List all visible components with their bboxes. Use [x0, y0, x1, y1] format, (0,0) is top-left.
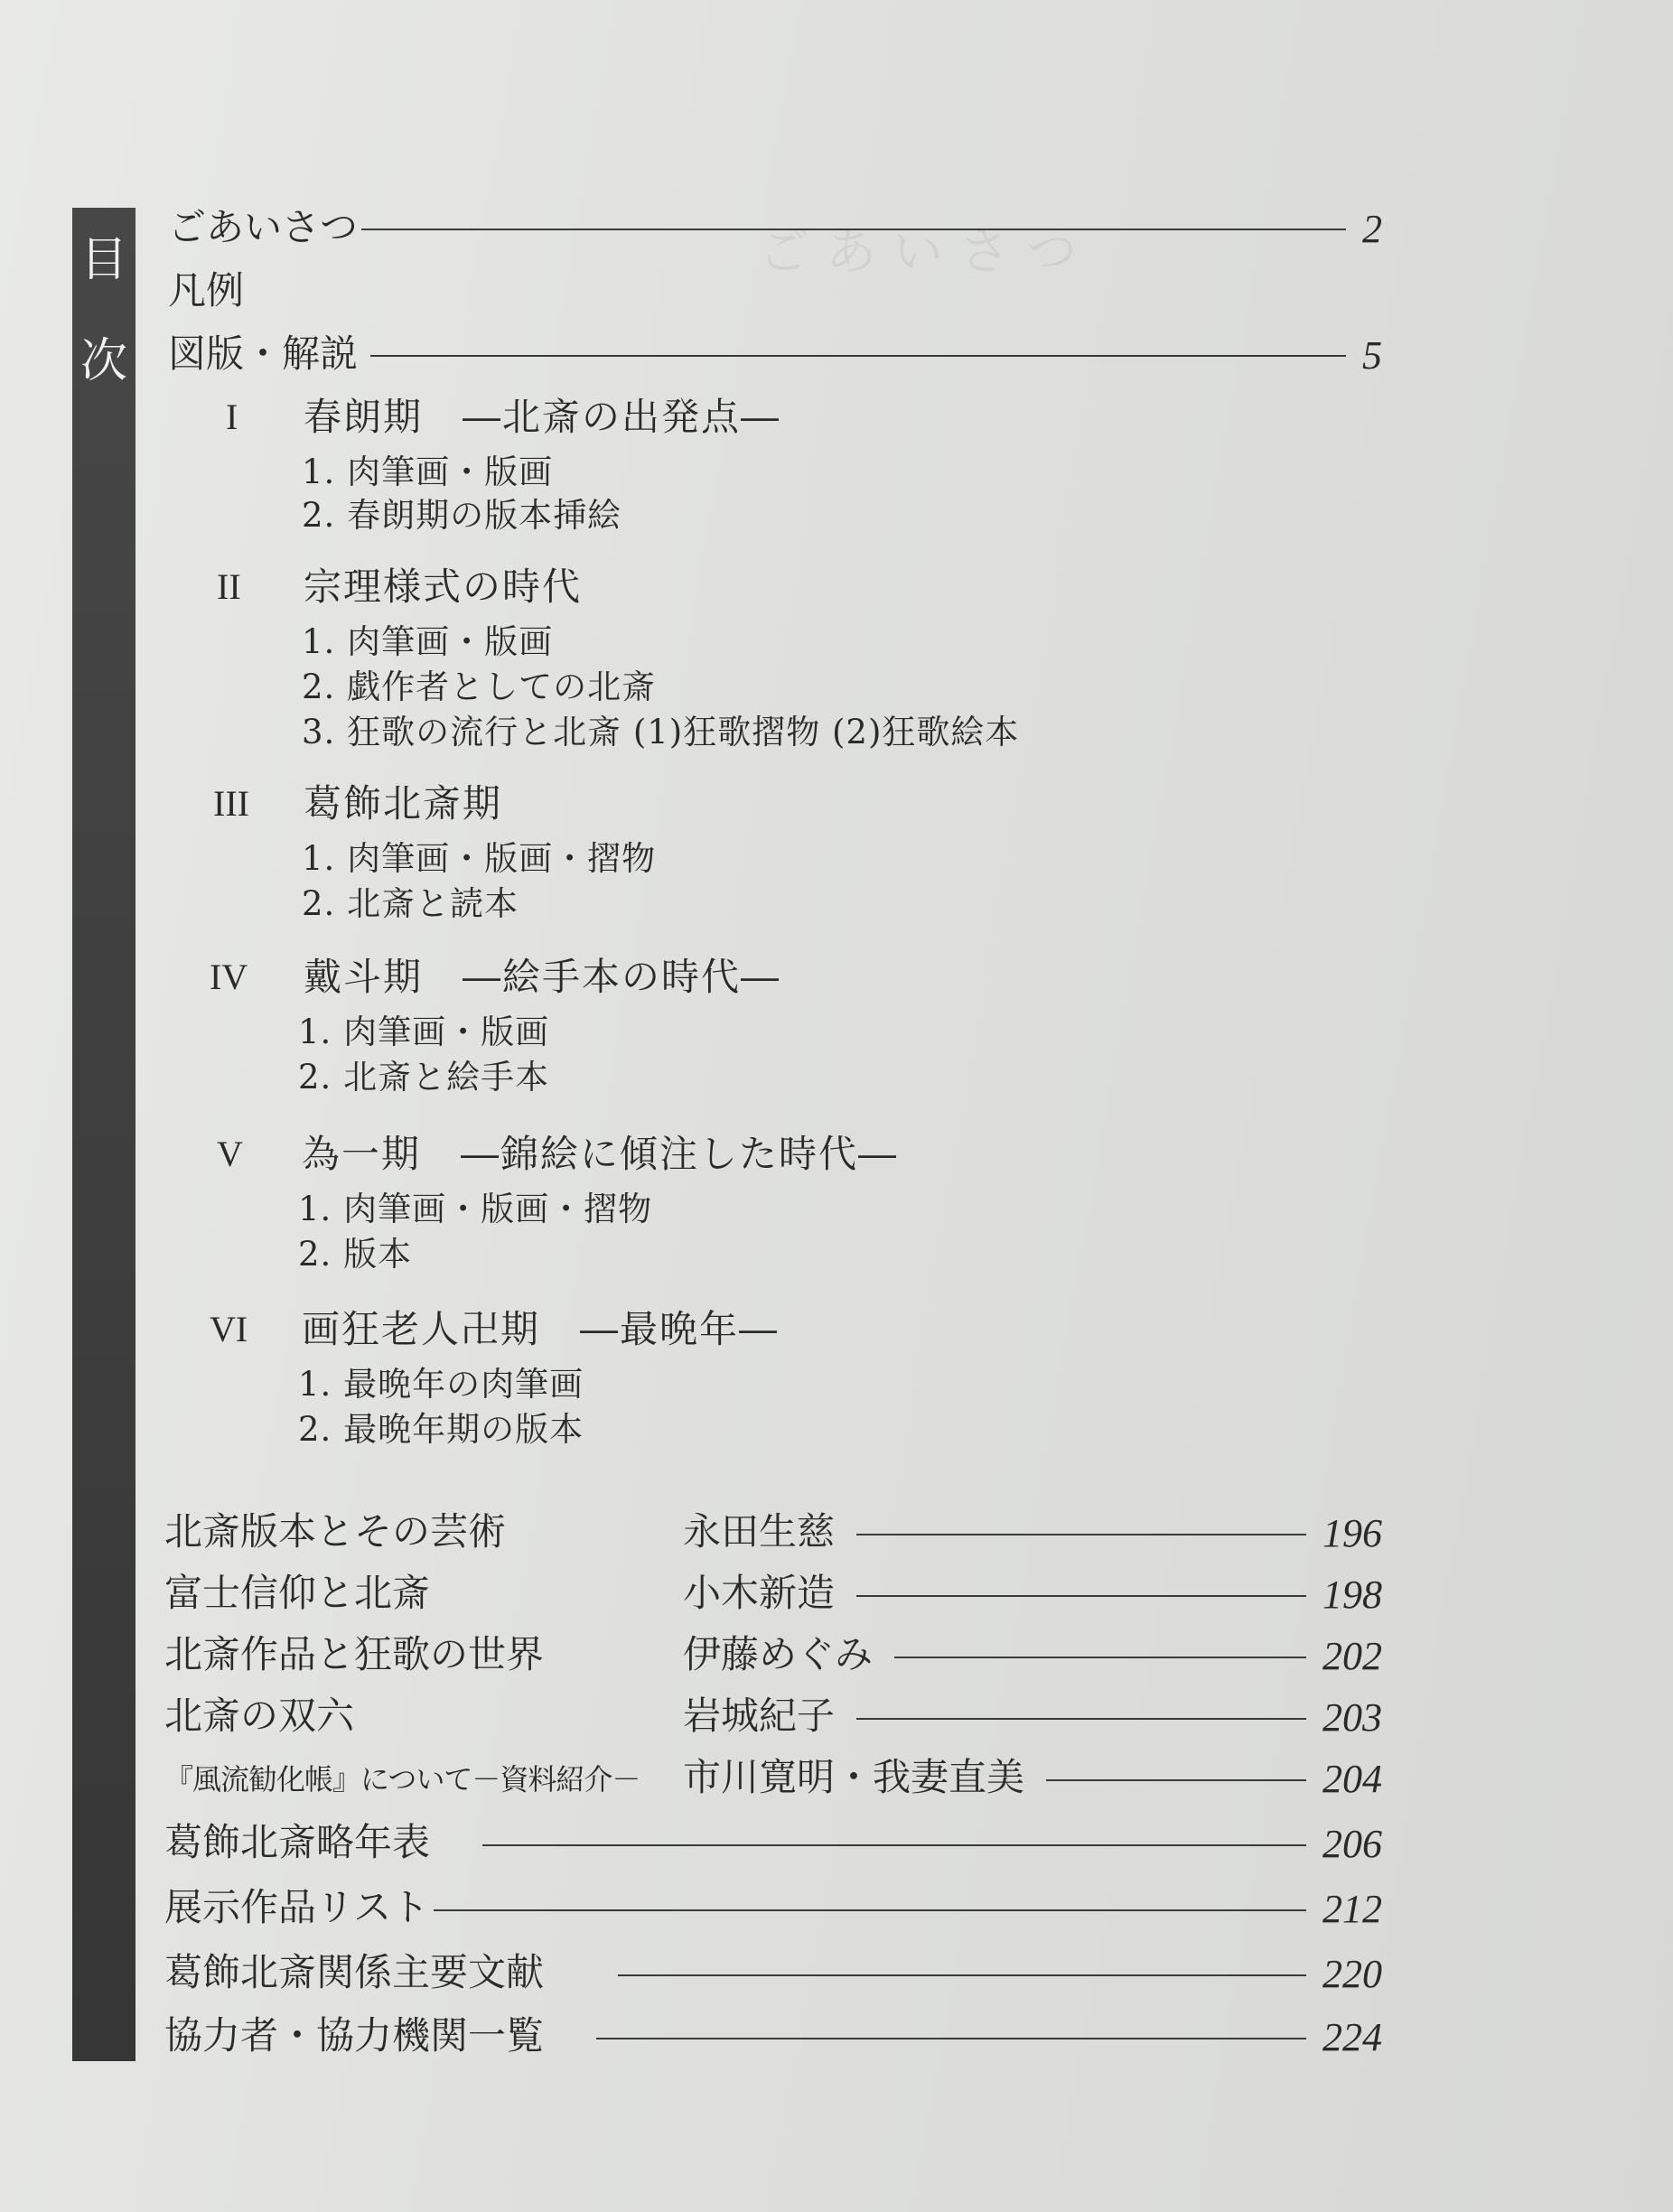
subsection-item: 2. 北斎と読本: [302, 884, 519, 923]
toc-leader-line: [856, 1718, 1306, 1720]
section-title: 戴斗期 ―絵手本の時代―: [304, 955, 781, 999]
toc-page-number: 224: [1323, 2015, 1382, 2059]
essay-title: 北斎の双六: [164, 1694, 355, 1738]
sidebar-char-moku: 目: [79, 233, 127, 287]
subsection-item: 1. 肉筆画・版画・摺物: [302, 839, 657, 878]
toc-page-number: 204: [1323, 1757, 1382, 1801]
toc-entry-greeting: ごあいさつ: [168, 205, 359, 249]
subsection-item: 1. 肉筆画・版画・摺物: [298, 1190, 653, 1228]
essay-author: 伊藤めぐみ: [683, 1632, 874, 1676]
toc-entry-plates: 図版・解説: [168, 331, 359, 376]
appendix-title: 展示作品リスト: [164, 1885, 430, 1929]
toc-leader-line: [618, 1974, 1306, 1976]
toc-page-number: 5: [1362, 333, 1382, 378]
essay-title: 富士信仰と北斎: [164, 1571, 431, 1615]
toc-page-number: 196: [1323, 1511, 1382, 1555]
toc-leader-line: [361, 229, 1346, 230]
subsection-item: 1. 最晩年の肉筆画: [298, 1365, 584, 1404]
toc-leader-line: [894, 1657, 1306, 1658]
section-title: 為一期 ―錦絵に傾注した時代―: [302, 1132, 899, 1176]
subsection-item: 1. 肉筆画・版画: [302, 453, 554, 491]
toc-leader-line: [1046, 1779, 1306, 1781]
subsection-item: 2. 版本: [298, 1235, 413, 1274]
subsection-item: 2. 春朗期の版本挿絵: [302, 496, 622, 535]
section-title: 春朗期 ―北斎の出発点―: [304, 395, 781, 439]
section-number: IV: [210, 957, 248, 997]
section-title: 画狂老人卍期 ―最晩年―: [302, 1307, 780, 1351]
appendix-title: 葛飾北斎略年表: [164, 1820, 431, 1864]
toc-page-number: 198: [1323, 1573, 1382, 1617]
toc-page-number: 220: [1323, 1952, 1382, 1996]
toc-entry-notes: 凡例: [168, 268, 245, 313]
toc-leader-line: [482, 1844, 1306, 1846]
section-number: III: [213, 783, 249, 824]
section-number: II: [217, 566, 241, 607]
essay-author: 永田生慈: [683, 1509, 836, 1554]
essay-title: 北斎作品と狂歌の世界: [164, 1632, 545, 1676]
toc-leader-line: [370, 355, 1346, 357]
essay-title: 北斎版本とその芸術: [164, 1509, 507, 1554]
subsection-item: 1. 肉筆画・版画: [302, 622, 554, 661]
section-title: 宗理様式の時代: [304, 565, 583, 609]
toc-page-number: 203: [1323, 1695, 1382, 1740]
toc-leader-line: [596, 2038, 1306, 2039]
appendix-title: 葛飾北斎関係主要文献: [164, 1950, 545, 1994]
essay-author: 小木新造: [683, 1571, 836, 1615]
section-number: I: [226, 397, 238, 437]
section-title: 葛飾北斎期: [304, 781, 503, 826]
subsection-item: 2. 戯作者としての北斎: [302, 667, 657, 706]
subsection-item: 3. 狂歌の流行と北斎 (1)狂歌摺物 (2)狂歌絵本: [302, 713, 1020, 751]
toc-page-number: 206: [1323, 1822, 1382, 1866]
toc-leader-line: [856, 1534, 1306, 1535]
subsection-item: 2. 北斎と絵手本: [298, 1058, 550, 1097]
sidebar-char-ji: 次: [79, 334, 127, 388]
toc-sidebar-band: [72, 208, 136, 2061]
section-number: V: [217, 1134, 243, 1174]
toc-page-number: 2: [1362, 207, 1382, 251]
toc-page-number: 202: [1323, 1634, 1382, 1678]
essay-author: 市川寛明・我妻直美: [683, 1755, 1025, 1799]
appendix-title: 協力者・協力機関一覧: [164, 2013, 545, 2058]
toc-page-number: 212: [1323, 1887, 1382, 1931]
essay-author: 岩城紀子: [683, 1694, 836, 1738]
toc-leader-line: [856, 1595, 1306, 1597]
toc-leader-line: [434, 1909, 1306, 1911]
bleed-through-text: ごあいさつ: [759, 223, 1093, 282]
section-number: VI: [210, 1309, 248, 1349]
essay-title: 『風流勧化帳』について－資料紹介－: [164, 1762, 640, 1797]
subsection-item: 1. 肉筆画・版画: [298, 1013, 550, 1051]
subsection-item: 2. 最晩年期の版本: [298, 1410, 584, 1449]
